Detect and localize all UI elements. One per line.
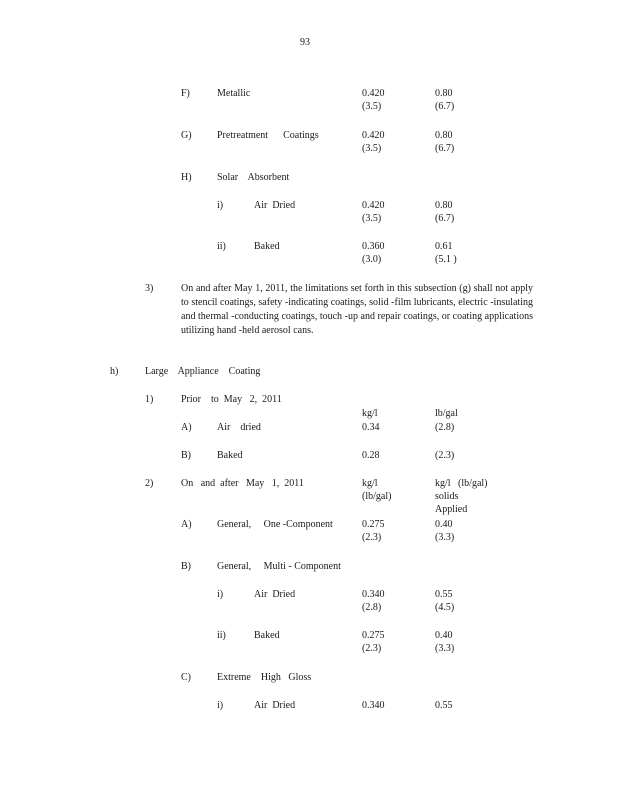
subitem-label: i) <box>217 589 224 600</box>
item-label: A) <box>181 519 192 530</box>
voc-value: 0.420 <box>362 130 385 141</box>
item-title: Prior to May 2, 2011 <box>181 394 282 405</box>
page-number: 93 <box>300 37 310 48</box>
voc-value: (5.1 ) <box>435 254 457 265</box>
subitem-label: i) <box>217 200 224 211</box>
voc-value: (2.8) <box>362 602 382 613</box>
item-name: Solar Absorbent <box>217 172 290 183</box>
voc-value: 0.340 <box>362 700 385 711</box>
voc-value: 0.420 <box>362 200 385 211</box>
item-label: G) <box>181 130 192 141</box>
unit-header: kg/l <box>362 408 378 419</box>
section-label: h) <box>110 366 119 377</box>
voc-value: 0.420 <box>362 88 385 99</box>
item-title: On and after May 1, 2011 <box>181 478 304 489</box>
subitem-label: ii) <box>217 241 226 252</box>
voc-value: 0.40 <box>435 519 453 530</box>
unit-header: lb/gal <box>435 408 458 419</box>
unit-header: solids <box>435 491 459 502</box>
subitem-name: Air Dried <box>254 700 296 711</box>
voc-value: (6.7) <box>435 213 455 224</box>
unit-header: (lb/gal) <box>362 491 392 502</box>
subitem-name: Air Dried <box>254 200 296 211</box>
subitem-label: i) <box>217 700 224 711</box>
voc-value: 0.340 <box>362 589 385 600</box>
item-label: 1) <box>145 394 154 405</box>
voc-value: 0.55 <box>435 589 453 600</box>
voc-value: 0.80 <box>435 130 453 141</box>
voc-value: 0.80 <box>435 200 453 211</box>
item-label: C) <box>181 672 191 683</box>
subitem-name: Air Dried <box>254 589 296 600</box>
item-label: B) <box>181 450 191 461</box>
voc-value: (2.3) <box>362 643 382 654</box>
voc-value: (4.5) <box>435 602 455 613</box>
voc-value: 0.40 <box>435 630 453 641</box>
exemption-paragraph: On and after May 1, 2011, the limitations set forth in this subsection (g) shall not apply to stencil coatings, safety -indicating coatings, solid -film lubricants, electric -insulating and thermal -conducting coatings, touch -up and repair coatings, or coating applications utilizing hand -held aerosol cans. <box>181 283 533 336</box>
voc-value: (6.7) <box>435 101 455 112</box>
voc-value: (3.5) <box>362 143 382 154</box>
item-name: Extreme High Gloss <box>217 672 312 683</box>
item-label: 3) <box>145 283 154 294</box>
voc-value: 0.275 <box>362 630 385 641</box>
voc-value: 0.34 <box>362 422 380 433</box>
voc-value: 0.275 <box>362 519 385 530</box>
voc-value: 0.28 <box>362 450 380 461</box>
item-name: Metallic <box>217 88 251 99</box>
item-name: General, One -Component <box>217 519 333 530</box>
voc-value: 0.61 <box>435 241 453 252</box>
unit-header: Applied <box>435 504 468 515</box>
voc-value: (3.5) <box>362 101 382 112</box>
unit-header: kg/l (lb/gal) <box>435 478 488 489</box>
subitem-name: Baked <box>254 630 280 641</box>
item-name: Baked <box>217 450 243 461</box>
item-label: F) <box>181 88 190 99</box>
subitem-name: Baked <box>254 241 280 252</box>
item-label: H) <box>181 172 192 183</box>
voc-value: (3.0) <box>362 254 382 265</box>
section-title: Large Appliance Coating <box>145 366 261 377</box>
voc-value: 0.80 <box>435 88 453 99</box>
item-label: A) <box>181 422 192 433</box>
subitem-label: ii) <box>217 630 226 641</box>
voc-value: (2.3) <box>435 450 455 461</box>
item-name: Pretreatment Coatings <box>217 130 319 141</box>
item-label: B) <box>181 561 191 572</box>
voc-value: (3.3) <box>435 532 455 543</box>
item-name: Air dried <box>217 422 261 433</box>
voc-value: (3.3) <box>435 643 455 654</box>
voc-value: (2.3) <box>362 532 382 543</box>
unit-header: kg/l <box>362 478 378 489</box>
voc-value: 0.55 <box>435 700 453 711</box>
voc-value: (2.8) <box>435 422 455 433</box>
voc-value: 0.360 <box>362 241 385 252</box>
voc-value: (3.5) <box>362 213 382 224</box>
item-label: 2) <box>145 478 154 489</box>
item-name: General, Multi - Component <box>217 561 341 572</box>
voc-value: (6.7) <box>435 143 455 154</box>
